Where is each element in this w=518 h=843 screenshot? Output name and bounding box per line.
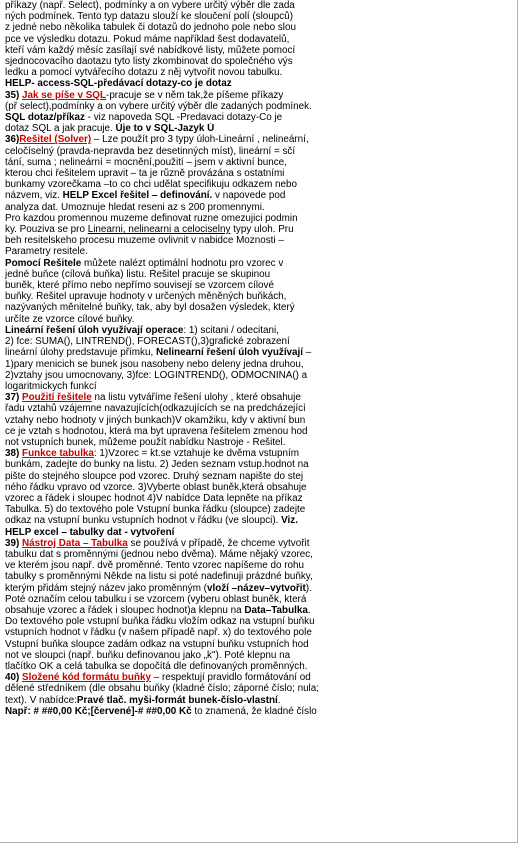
text-line <box>5 370 510 381</box>
text-line <box>5 392 510 403</box>
text-segment: . <box>277 694 281 706</box>
text-segment: Nelinearní řešení úloh využívají <box>155 347 304 359</box>
text-line <box>5 269 510 280</box>
section-heading: Řešitel (Solver) <box>19 134 92 146</box>
text-line <box>5 45 510 56</box>
text-line <box>5 482 510 493</box>
text-segment: tabulky s proměnnými Někde na listu si poté nadefinuji prázdné buňky, <box>5 571 313 583</box>
text-segment: názvem, viz. <box>5 190 63 202</box>
text-segment: ce je vztah s hodnotou, která ma byt upravena řešitelem zmenou hod <box>5 425 308 437</box>
text-line <box>5 224 510 235</box>
text-line <box>5 202 510 213</box>
text-line <box>5 258 510 269</box>
text-segment: Vstupní buňka sloupce zadám odkaz na vstupní buňku vstupních hod <box>5 638 309 650</box>
text-segment: 1)pary menicich se bunek jsou nasobeny nebo deleny jedna druhou, <box>5 358 304 370</box>
text-segment: tabulku dat s proměnnými (jednou nebo dvěma). Máme nějaký vzorec, <box>5 548 313 560</box>
text-segment: bunkamy vzorečkama –to co chci udělat specifikuju odkazem nebo <box>5 179 298 191</box>
text-line <box>5 560 510 571</box>
section-heading: Složené kód formátu buňky <box>22 672 151 684</box>
text-line <box>5 683 510 694</box>
text-line <box>5 123 510 134</box>
text-segment: 37) <box>5 392 23 404</box>
text-line <box>5 67 510 78</box>
text-segment: kterou chci řešitelem upravit – ta je různě provázána s ostatními <box>5 168 285 180</box>
text-line <box>5 515 510 526</box>
text-segment: Pomocí Řešitele <box>5 257 82 269</box>
text-line <box>5 594 510 605</box>
text-segment: 38) <box>5 448 23 460</box>
text-line <box>5 134 510 145</box>
text-segment: : 1) scitani / odecitani, <box>183 324 279 336</box>
text-segment: Pro kazdou promennou muzeme definovat ruzne omezujici podmin <box>5 212 298 224</box>
text-segment: řadu vztahů vzájemne navazujících(odkazujících se na predcházející <box>5 403 306 415</box>
text-segment: Viz. <box>281 515 298 527</box>
text-line <box>5 549 510 560</box>
text-segment: 2) fce: SUMA(), LINTREND(), FORECAST(),3)grafické zobrazení <box>5 336 290 348</box>
text-segment: určíte ze vzorce cílové buňky. <box>5 313 135 325</box>
text-line <box>5 571 510 582</box>
text-line <box>5 291 510 302</box>
text-line <box>5 168 510 179</box>
text-line <box>5 504 510 515</box>
text-segment: tlačítko OK a celá tabulka se dopočítá dle definovaných proměnných. <box>5 660 308 672</box>
text-line <box>5 34 510 45</box>
text-segment: 36) <box>5 134 20 146</box>
text-segment: vztahy nebo hodnoty v jiných bunkach)V okamžiku, kdy v aktivní bun <box>5 414 306 426</box>
text-line <box>5 471 510 482</box>
section-heading: Nástroj Data – Tabulka <box>22 537 128 549</box>
text-segment: to znamená, že kladné číslo <box>191 705 317 717</box>
text-segment: Linearni, nelinearni a celociselny <box>87 224 231 236</box>
text-line <box>5 426 510 437</box>
text-segment: kteří vám každý měsíc zasílají své nabídkové listy, můžete pomocí <box>5 44 296 56</box>
text-line <box>5 213 510 224</box>
text-line <box>5 493 510 504</box>
text-segment: 39) <box>5 537 23 549</box>
text-segment: dělené středníkem (dle obsahu buňky (kladné číslo; záporné číslo; nula; <box>5 683 319 695</box>
text-segment: vloží –název–vytvořit <box>206 582 306 594</box>
text-segment: obsahuje vzorec a řádek i sloupec hodnot)a klepnu na <box>5 604 245 616</box>
text-line <box>5 403 510 414</box>
text-segment: text). V nabídce: <box>5 694 77 706</box>
text-segment: můžete nalézt optimální hodnotu pro vzorec v <box>81 257 284 269</box>
text-segment: not ve sloupci (např. buňku definovanou jako „k"). Poté klepnu na <box>5 649 291 661</box>
text-line <box>5 538 510 549</box>
section-heading: Funkce tabulka <box>22 448 94 460</box>
text-segment: sjednocovacího daotazu tyto listy zkombinovat do společného výs <box>5 56 293 68</box>
text-line <box>5 179 510 190</box>
text-line <box>5 437 510 448</box>
text-segment: Pravé tlač. myši-formát bunek-číslo-vlastní <box>76 694 278 706</box>
text-segment: nazývaných měnitelné buňky, tak, aby byl dosažen výsledek, který <box>5 302 295 314</box>
text-line <box>5 336 510 347</box>
text-segment: ledku a pomocí vytvářecího dotazu z něj vytvořit novou tabulku. <box>5 67 283 79</box>
text-line <box>5 157 510 168</box>
text-line <box>5 661 510 672</box>
text-segment: Poté označím celou tabulku i se vzorcem (vyberu oblast buněk, která <box>5 593 307 605</box>
text-line <box>5 459 510 470</box>
text-segment: ných podmínek. Tento typ datazu slouží ke sloučení polí (sloupců) <box>5 11 294 23</box>
section-heading: Použití řešitele <box>22 392 92 404</box>
text-line <box>5 650 510 661</box>
text-segment: Do textového pole vstupní buňka řádku vložím odkaz na vstupní buňku <box>5 616 315 628</box>
text-segment: not vstupních bunek, můžeme použít nabídku Nastroje - Řešitel. <box>5 436 286 448</box>
text-segment: HELP excel – tabulky dat - vytvoření <box>5 526 175 538</box>
section-heading: Jak se píše v SQL <box>22 89 107 101</box>
text-line <box>5 583 510 594</box>
text-segment: tání, suma ; nelineární = mocnění,použití – jsem v aktivní bunce, <box>5 156 287 168</box>
text-line <box>5 627 510 638</box>
text-segment: bunkám, zadejte do bunky na listu. 2) Jeden seznam vstup.hodnot na <box>5 459 309 471</box>
text-line <box>5 415 510 426</box>
text-line <box>5 448 510 459</box>
text-line <box>5 190 510 201</box>
text-line <box>5 90 510 101</box>
text-segment: ve kterém jsou např. dvě proměnné. Tento vzorec napíšeme do rohu <box>5 560 304 572</box>
text-segment: ). <box>305 582 312 594</box>
text-segment: - viz napoveda SQL -Predavaci dotazy-Co je <box>84 112 283 124</box>
text-segment: ného řádku vpravo od vzorce. 3)Vyberte oblast buněk,která obsahuje <box>5 481 307 493</box>
text-segment: buněk, které přímo nebo nepřímo souvisejí se vzorcem cílové <box>5 280 274 292</box>
text-segment: typy uloh. Pru <box>230 224 294 236</box>
text-line <box>5 672 510 683</box>
text-segment: odkaz na vstupní bunku vstupních hodnot v řádku (ve sloupci). <box>5 515 282 527</box>
text-segment: pište do stejného sloupce pod vzorec. Druhý seznam napište do stej <box>5 470 304 482</box>
text-segment: HELP- access-SQL-předávací dotazy-co je dotaz <box>5 78 232 90</box>
text-segment: příkazy (např. Select), podmínky a on vybere určitý výběr dle zada <box>5 0 295 11</box>
text-line <box>5 605 510 616</box>
text-line <box>5 639 510 650</box>
text-segment: ky. Pouziva se pro <box>5 224 88 236</box>
text-line <box>5 78 510 89</box>
text-segment: v napovede pod <box>212 190 286 202</box>
text-line <box>5 359 510 370</box>
text-segment: dotaz SQL a jak pracuje. <box>5 123 116 135</box>
text-segment: (př select),podmínky a on vybere určitý výběr dle zadaných podmínek. <box>5 100 312 112</box>
text-line <box>5 112 510 123</box>
text-segment: – respektují pravidlo formátování od <box>150 672 311 684</box>
text-line <box>5 347 510 358</box>
text-segment: na listu vytváříme řešení ulohy , které obsahuje <box>91 392 301 404</box>
text-line <box>5 616 510 627</box>
text-line <box>5 302 510 313</box>
text-segment: vzorec a řádek i sloupec hodnot 4)V nabídce Data lepněte na příkaz <box>5 492 303 504</box>
text-segment: . <box>307 604 311 616</box>
text-segment: z jedné nebo několika tabulek či dotazů do jednoho pole nebo slou <box>5 22 296 34</box>
text-line <box>5 314 510 325</box>
text-line <box>5 101 510 112</box>
text-line <box>5 246 510 257</box>
text-segment: 35) <box>5 89 23 101</box>
text-segment: lineární úlohy predstavuje přímku, <box>5 347 156 359</box>
document-text <box>5 0 510 717</box>
text-segment: Ůje to v SQL-Jazyk Ů <box>115 123 215 135</box>
text-segment: : 1)Vzorec = kt.se vztahuje ke dvěma vstupním <box>93 448 299 460</box>
text-segment: 40) <box>5 672 23 684</box>
text-segment: jedné buňce (cílová buňka) listu. Řešitel pracuje se skupinou <box>5 268 271 280</box>
text-segment: Data–Tabulka <box>244 604 308 616</box>
text-line <box>5 325 510 336</box>
text-segment: se používá v případě, že chceme vytvořit <box>127 537 310 549</box>
text-segment: celočíselný (pravda-nepravda bez desetinných míst), lineární = sčí <box>5 145 296 157</box>
text-line <box>5 381 510 392</box>
text-line <box>5 22 510 33</box>
text-segment: Lineární řešení úloh využívají operace <box>5 324 184 336</box>
text-line <box>5 11 510 22</box>
text-segment: HELP Excel řešitel – definování. <box>62 190 213 202</box>
text-segment: pce ve výsledku dotazu. Pokud máme například šest dodavatelů, <box>5 33 290 45</box>
text-segment: 2)vztahy jsou umocnovany, 3)fce: LOGINTREND(), ODMOCNINA() a <box>5 369 308 381</box>
text-segment: beh resitelskeho procesu muzeme ovlivnit v nabidce Moznosti – <box>5 235 284 247</box>
text-segment: – <box>303 347 312 359</box>
text-segment: Parametry resitele. <box>5 246 88 258</box>
text-segment: -pracuje se v něm tak,že píšeme příkazy <box>106 89 284 101</box>
text-segment: kterým přidám stejný název jako proměnným ( <box>5 582 207 594</box>
text-line <box>5 56 510 67</box>
text-segment: logaritmickych funkcí <box>5 380 97 392</box>
text-line <box>5 706 510 717</box>
text-segment: vstupních hodnot v řádku (v našem případě např. x) do textového pole <box>5 627 312 639</box>
text-segment: SQL dotaz/příkaz <box>5 112 85 124</box>
text-line <box>5 0 510 11</box>
text-segment: analyza dat. Umoznuje hledat reseni az s 200 promennymi. <box>5 201 265 213</box>
text-segment: – Lze použít pro 3 typy úloh-Lineární , nelineární, <box>91 134 309 146</box>
text-line <box>5 235 510 246</box>
text-line <box>5 146 510 157</box>
text-segment: buňky. Řešitel upravuje hodnoty v určených měněných buňkách, <box>5 291 287 303</box>
text-line <box>5 527 510 538</box>
text-line <box>5 280 510 291</box>
text-segment: Tabulka. 5) do textového pole Vstupní bunka řádku (sloupce) zadejte <box>5 504 306 516</box>
text-line <box>5 695 510 706</box>
text-segment: Např: # ##0,00 Kč;[červené]-# ##0,00 Kč <box>5 705 192 717</box>
